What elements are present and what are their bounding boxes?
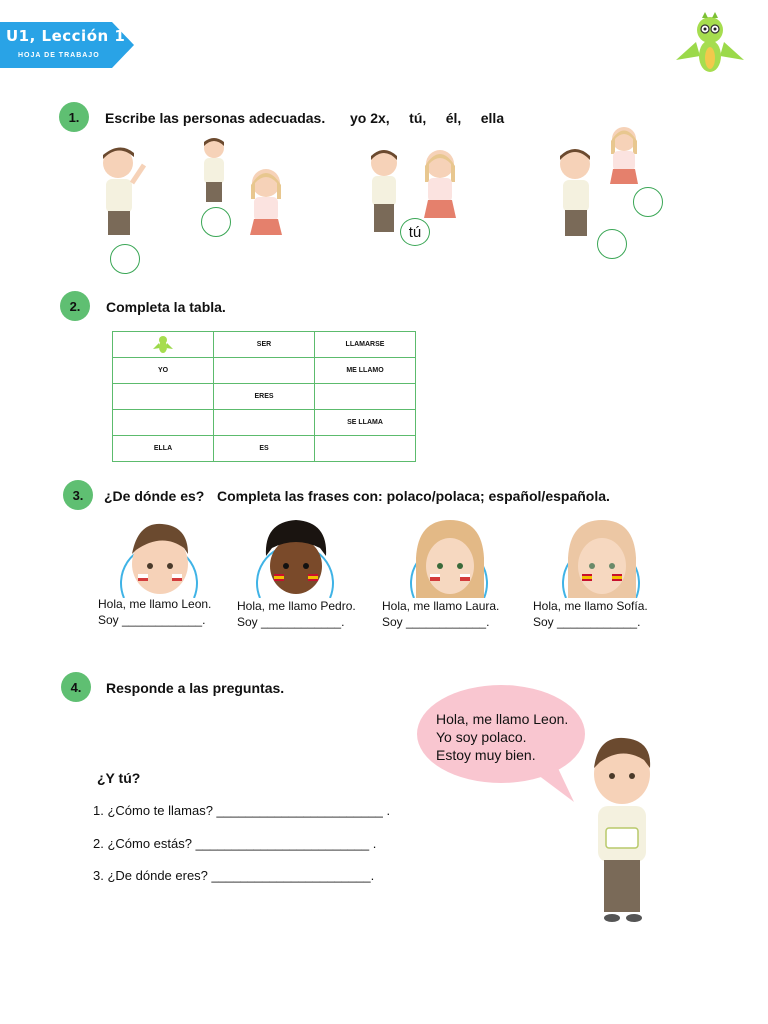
kid-caption-pedro: Hola, me llamo Pedro. Soy ____________. [237,599,356,629]
boy-illustration-3 [366,148,406,238]
table-cell: ERES [214,384,315,410]
question-1[interactable]: 1. ¿Cómo te llamas? _______________________ . [93,803,391,818]
exercise-2-instruction: Completa la tabla. [106,299,226,315]
dragon-mascot-icon [674,12,746,78]
kid-caption-laura: Hola, me llamo Laura. Soy ____________. [382,599,500,629]
sofia-face-icon [560,518,642,598]
table-cell[interactable] [315,436,416,462]
table-cell: SER [214,332,315,358]
speech-bubble-text: Hola, me llamo Leon. Yo soy polaco. Estoy muy bien. [436,711,569,763]
table-cell[interactable] [113,410,214,436]
table-cell[interactable] [315,384,416,410]
table-cell[interactable] [113,384,214,410]
answer-circle-2[interactable] [201,207,231,237]
table-cell: ES [214,436,315,462]
exercise-3-question: ¿De dónde es? [104,488,205,504]
conjugation-table [112,331,416,462]
exercise-1-number: 1. [59,102,89,132]
exercise-3-number: 3. [63,480,93,510]
question-2[interactable]: 2. ¿Cómo estás? ________________________ . [93,836,377,851]
answer-circle-4[interactable] [597,229,627,259]
laura-face-icon [408,518,490,598]
table-row [113,358,416,384]
question-3[interactable]: 3. ¿De dónde eres? ______________________. [93,868,375,883]
boy-illustration-4 [555,146,601,246]
lesson-subtitle: HOJA DE TRABAJO [18,52,100,59]
table-cell: ME LLAMO [315,358,416,384]
dragon-icon [153,335,173,353]
table-cell: SE LLAMA [315,410,416,436]
exercise-3-instruction: Completa las frases con: polaco/polaca; español/española. [217,488,610,504]
exercise-4-number: 4. [61,672,91,702]
boy-illustration [98,143,150,247]
table-row [113,332,416,358]
answer-circle-1[interactable] [110,244,140,274]
table-cell: LLAMARSE [315,332,416,358]
table-cell[interactable] [214,358,315,384]
answer-circle-3[interactable] [633,187,663,217]
table-cell: YO [113,358,214,384]
kid-caption-sofia: Hola, me llamo Sofía. Soy ____________. [533,599,648,629]
answer-circle-example: tú [400,218,430,246]
leon-illustration [580,734,664,928]
boy-illustration-small [198,136,236,208]
table-cell[interactable] [214,410,315,436]
exercise-1-instruction: Escribe las personas adecuadas. [105,110,326,126]
exercise-2-number: 2. [60,291,90,321]
table-cell [113,332,214,358]
exercise-4-instruction: Responde a las preguntas. [106,680,285,696]
kid-caption-leon: Hola, me llamo Leon. Soy ____________. [98,597,212,627]
leon-face-icon [118,520,200,598]
table-row [113,436,416,462]
pedro-face-icon [254,518,336,598]
lesson-title: U1, Lección 1 [6,27,126,45]
girl-illustration [246,165,290,253]
table-row [113,410,416,436]
table-cell: ELLA [113,436,214,462]
table-row [113,384,416,410]
your-turn-prompt: ¿Y tú? [97,770,141,786]
exercise-1-options: yo 2x, tú, él, ella [350,110,505,126]
